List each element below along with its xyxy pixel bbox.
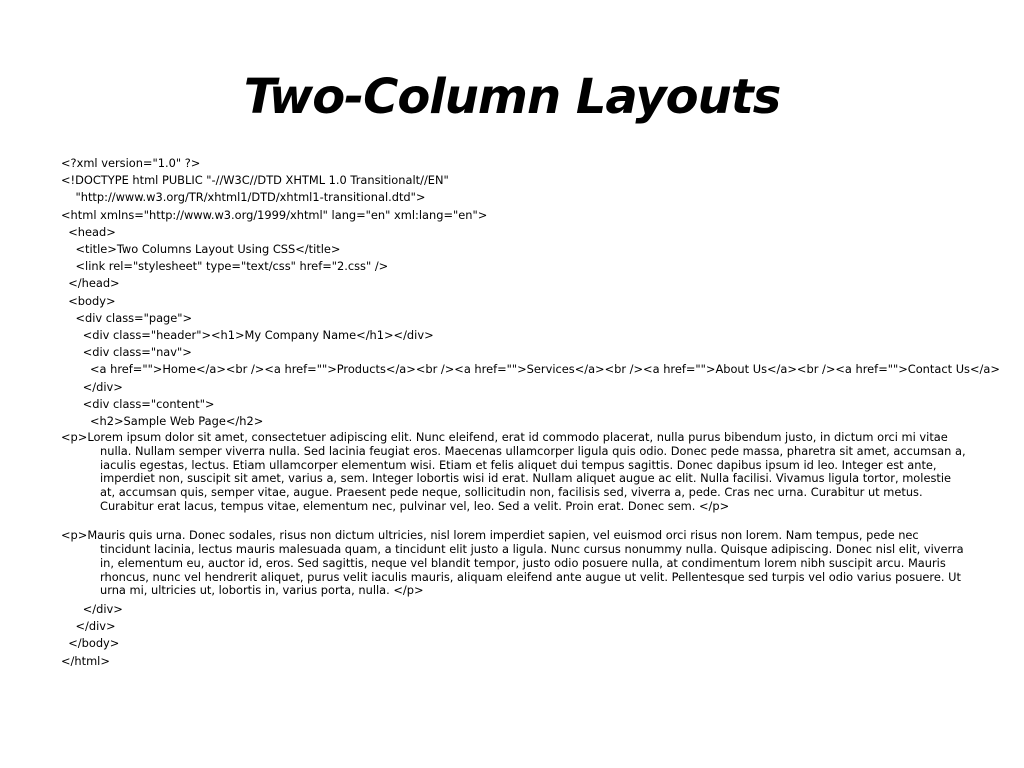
code-line: </div> — [61, 619, 116, 634]
blank-line — [61, 516, 969, 528]
code-line: <div class="page"> — [61, 310, 193, 325]
code-line: <body> — [61, 293, 116, 308]
slide-title: Two-Column Layouts — [243, 69, 781, 125]
code-line: <div class="nav"> — [61, 345, 192, 360]
code-line: <div class="content"> — [61, 396, 215, 411]
code-line: <h2>Sample Web Page</h2> — [61, 414, 264, 429]
code-line: </div> — [61, 379, 123, 394]
code-line: <title>Two Columns Layout Using CSS</title> — [61, 242, 341, 257]
code-line: <div class="header"><h1>My Company Name</h1></div> — [61, 328, 434, 343]
code-line: <link rel="stylesheet" type="text/css" href="2.css" /> — [61, 259, 389, 274]
code-line: </head> — [61, 276, 120, 291]
code-line: </div> — [61, 601, 123, 616]
code-line: <head> — [61, 224, 116, 239]
code-line: </html> — [61, 653, 110, 668]
code-line: <a href="">Home</a><br /><a href="">Products</a><br /><a href="">Services</a><br /><a href="">About Us</a><br /><a href="">Contact Us</a> — [61, 362, 1000, 377]
code-line: <!DOCTYPE html PUBLIC "-//W3C//DTD XHTML 1.0 Transitionalt//EN" — [61, 173, 449, 188]
paragraph-2-code: <p>Mauris quis urna. Donec sodales, risus non dictum ultricies, nisl lorem imperdiet sapien, vel euismod orci risus non lorem. Nam tempus, pede nec tincidunt lacinia, lectus mauris malesuada quam, a tincidunt elit justo a ligula. Nunc cursus nonummy nulla. Quisque adipiscing. Donec nisl elit, viverra in, elementum eu, auctor id, eros. Sed sagittis, neque vel blandit tempor, justo odio posuere nulla, at condimentum lorem nibh suscipit arcu. Mauris rhoncus, nunc vel hendrerit aliquet, purus velit iaculis mauris, aliquam eleifend ante augue ut velit. Pellentesque sed turpis vel odio varius posuere. Ut urna mi, ultricies ut, lobortis in, varius porta, nulla. </p> — [61, 528, 964, 598]
code-line: <html xmlns="http://www.w3.org/1999/xhtml" lang="en" xml:lang="en"> — [61, 207, 488, 222]
code-line: "http://www.w3.org/TR/xhtml1/DTD/xhtml1-transitional.dtd"> — [61, 190, 426, 205]
code-listing — [61, 155, 1000, 670]
code-line: </body> — [61, 636, 120, 651]
code-line: <?xml version="1.0" ?> — [61, 156, 201, 170]
paragraph-1-code: <p>Lorem ipsum dolor sit amet, consectetuer adipiscing elit. Nunc eleifend, erat id commodo placerat, nulla purus bibendum justo, in dictum orci mi vitae nulla. Nullam semper viverra nulla. Sed lacinia feugiat eros. Maecenas ullamcorper ligula quis odio. Donec pede massa, pharetra sit amet, accumsan a, iaculis egestas, lectus. Etiam ullamcorper elementum wisi. Etiam et felis aliquet dui tempus sagittis. Donec dapibus ipsum id leo. Integer est ante, imperdiet non, suscipit sit amet, varius a, sem. Integer lobortis wisi id erat. Nullam aliquet augue ac elit. Nulla facilisi. Vivamus ligula tortor, molestie at, accumsan quis, semper vitae, augue. Praesent pede neque, sollicitudin non, facilisis sed, viverra a, pede. Cras nec urna. Curabitur ut metus. Curabitur erat lacus, tempus vitae, elementum nec, pulvinar vel, leo. Sed a velit. Proin erat. Donec sem. </p> — [61, 430, 966, 513]
